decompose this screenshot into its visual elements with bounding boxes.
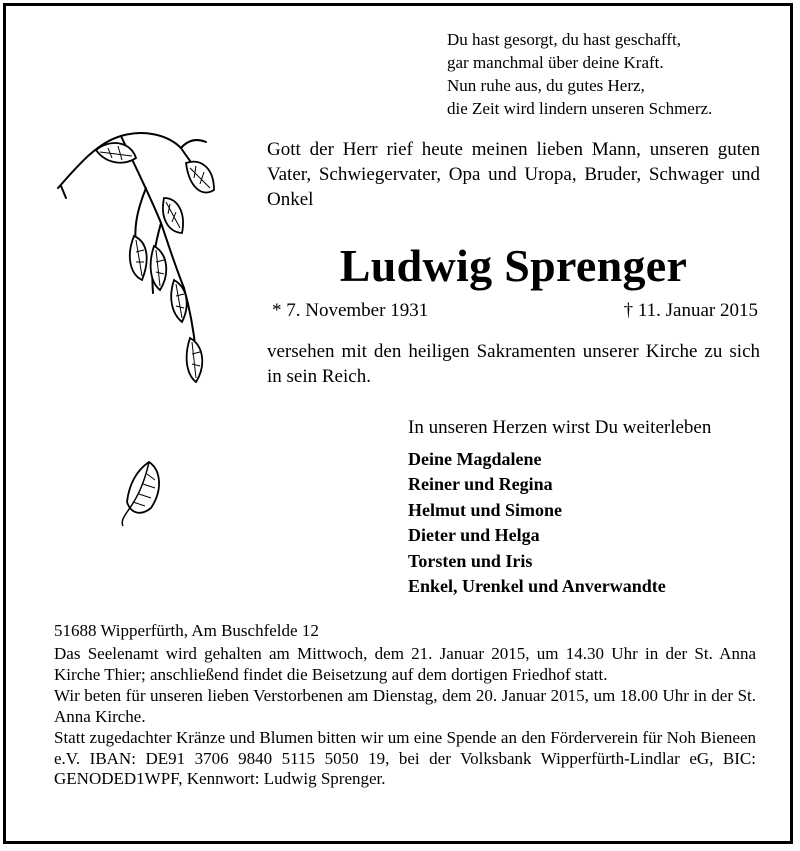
poem	[447, 28, 712, 120]
mourner-entry: Deine Magdalene	[408, 449, 542, 469]
donation-note: Statt zugedachter Kränze und Blumen bitten wir um eine Spende an den Förderverein für Noh Bieneen e.V. IBAN: DE91 3706 9840 5115 5050 19, bei der Volksbank Wipperfürth-Lindlar eG, BIC: GENODED1WPF, Kennwort: Ludwig Sprenger.	[54, 727, 756, 789]
poem-line: Du hast gesorgt, du hast geschafft,	[447, 30, 682, 49]
mourner-entry: Enkel, Urenkel und Anverwandte	[408, 576, 666, 597]
requiem-note: Das Seelenamt wird gehalten am Mittwoch, dem 21. Januar 2015, um 14.30 Uhr in der St. Anna Kirche Thier; anschließend findet die Beisetzung auf dem dortigen Friedhof statt.	[54, 644, 756, 684]
sacraments-text: versehen mit den heiligen Sakramenten unserer Kirche zu sich in sein Reich.	[267, 341, 760, 387]
mourner-entry: Torsten und Iris	[408, 550, 533, 571]
poem-line: gar manchmal über deine Kraft.	[447, 53, 664, 72]
family-address: 51688 Wipperfürth, Am Buschfelde 12	[54, 621, 319, 640]
remembrance-line: In unseren Herzen wirst Du weiterleben	[408, 417, 712, 438]
birth-date: * 7. November 1931	[272, 300, 429, 321]
notice-frame	[3, 3, 793, 844]
funeral-notes	[54, 644, 756, 790]
mourner-entry: Reiner und Regina	[408, 474, 553, 495]
mourner-entry: Dieter und Helga	[408, 525, 540, 546]
death-date: † 11. Januar 2015	[623, 300, 758, 321]
mourner-entry: Helmut und Simone	[408, 499, 563, 520]
birch-branch-icon	[56, 128, 246, 398]
prayer-note: Wir beten für unseren lieben Verstorbenen am Dienstag, dem 20. Januar 2015, um 18.00 Uhr in der St. Anna Kirche.	[54, 685, 756, 726]
poem-line: die Zeit wird lindern unseren Schmerz.	[447, 99, 713, 118]
falling-leaf-icon	[111, 456, 171, 531]
mourners-list	[408, 447, 666, 599]
poem-line: Nun ruhe aus, du gutes Herz,	[447, 76, 645, 95]
announcement-text: Gott der Herr rief heute meinen lieben Mann, unseren guten Vater, Schwiegervater, Opa und Uropa, Bruder, Schwager und Onkel	[267, 139, 760, 210]
deceased-name: Ludwig Sprenger	[339, 240, 688, 291]
